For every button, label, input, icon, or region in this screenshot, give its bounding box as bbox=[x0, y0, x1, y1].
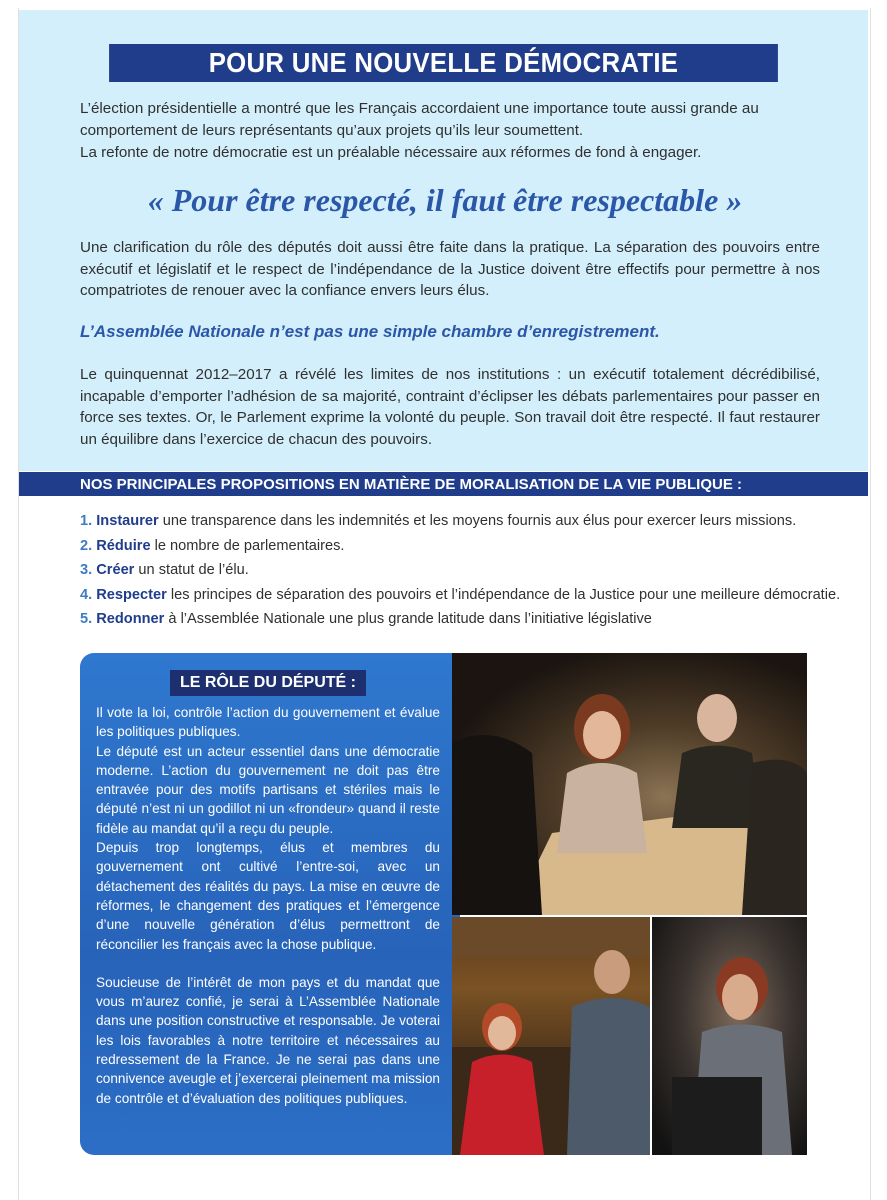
campaign-photo bbox=[452, 917, 650, 1155]
list-item bbox=[80, 509, 840, 534]
list-item bbox=[80, 558, 840, 583]
item-number: 2. bbox=[80, 537, 93, 554]
role-text bbox=[96, 703, 440, 1108]
propositions-list bbox=[80, 509, 840, 632]
subheading-assemblee: L’Assemblée Nationale n’est pas une simple chambre d’enregistrement. bbox=[80, 322, 660, 341]
item-verb: Créer bbox=[96, 562, 135, 578]
list-item bbox=[80, 607, 840, 632]
page-title: POUR UNE NOUVELLE DÉMOCRATIE bbox=[109, 44, 778, 82]
item-verb: Réduire bbox=[96, 537, 151, 554]
list-item bbox=[80, 534, 840, 559]
role-paragraph: Le député est un acteur essentiel dans une démocratie moderne. L’action du gouvernement ne doit pas être entravée pour des motifs partisans et stériles mais le député n’est ni un godillot ni un «frondeur» quand il reste fidèle au mandat qu’il a reçu du peuple. bbox=[96, 743, 440, 836]
role-title: LE RÔLE DU DÉPUTÉ : bbox=[170, 670, 366, 696]
role-paragraph: Depuis trop longtemps, élus et membres du gouvernement ont cultivé l’entre-soi, avec un détachement des réalités du pays. La mise en œuvre de réformes, le changement des pratiques et l’émergence d’une nouvelle génération d’élus permettront de réconcilier les français avec la chose publique. bbox=[96, 840, 440, 952]
item-text: à l’Assemblée Nationale une plus grande latitude dans l’initiative législative bbox=[164, 611, 652, 627]
item-verb: Instaurer bbox=[96, 513, 159, 529]
item-verb: Redonner bbox=[96, 611, 165, 627]
item-text: une transparence dans les indemnités et les moyens fournis aux élus pour exercer leurs missions. bbox=[158, 513, 797, 529]
speech-photo bbox=[652, 917, 807, 1155]
list-item bbox=[80, 583, 840, 608]
role-paragraph: Il vote la loi, contrôle l’action du gouvernement et évalue les politiques publiques. bbox=[96, 705, 440, 740]
paragraph-clarification: Une clarification du rôle des députés doit aussi être faite dans la pratique. La séparation des pouvoirs entre exécutif et législatif et le respect de l’indépendance de la Justice doivent être effectifs pour permettre à nos compatriotes de renouer avec la confiance envers leurs élus. bbox=[80, 239, 820, 299]
intro bbox=[80, 98, 820, 164]
pull-quote: « Pour être respecté, il faut être respectable » bbox=[147, 182, 743, 218]
item-text: un statut de l’élu. bbox=[134, 562, 249, 578]
item-verb: Respecter bbox=[96, 586, 167, 603]
intro-line-1: L’élection présidentielle a montré que les Français accordaient une importance toute aussi grande au comportement de leurs représentants qu’aux projets qu’ils leur soumettent. bbox=[80, 100, 759, 139]
item-text: les principes de séparation des pouvoirs et l’indépendance de la Justice pour une meilleure démocratie. bbox=[166, 586, 841, 603]
item-number: 3. bbox=[80, 562, 93, 578]
paragraph-quinquennat: Le quinquennat 2012–2017 a révélé les limites de nos institutions : un exécutif totalement décrédibilisé, incapable d’emporter l’adhésion de sa majorité, contraint d’éclipser les débats parlementaires pour passer en force ses textes. Or, le Parlement exprime la volonté du peuple. Son travail doit être respecté. Il faut restaurer un équilibre dans l’exercice de chacun des pouvoirs. bbox=[80, 366, 820, 448]
meeting-photo bbox=[452, 653, 807, 915]
item-number: 1. bbox=[80, 513, 93, 529]
intro-line-2: La refonte de notre démocratie est un préalable nécessaire aux réformes de fond à engager. bbox=[80, 144, 702, 161]
role-paragraph: Soucieuse de l’intérêt de mon pays et du mandat que vous m’aurez confié, je serai à L’Assemblée Nationale dans une position constructive et responsable. Je voterai les lois favorables à notre territoire et nécessaires au redressement de la France. Je ne serai pas dans une connivence aveugle et j’exercerai pleinement ma mission de contrôle et d’évaluation des politiques publiques. bbox=[96, 974, 440, 1106]
item-text: le nombre de parlementaires. bbox=[150, 537, 345, 554]
item-number: 4. bbox=[80, 586, 93, 603]
item-number: 5. bbox=[80, 611, 93, 627]
propositions-heading: NOS PRINCIPALES PROPOSITIONS EN MATIÈRE DE MORALISATION DE LA VIE PUBLIQUE : bbox=[19, 472, 868, 496]
